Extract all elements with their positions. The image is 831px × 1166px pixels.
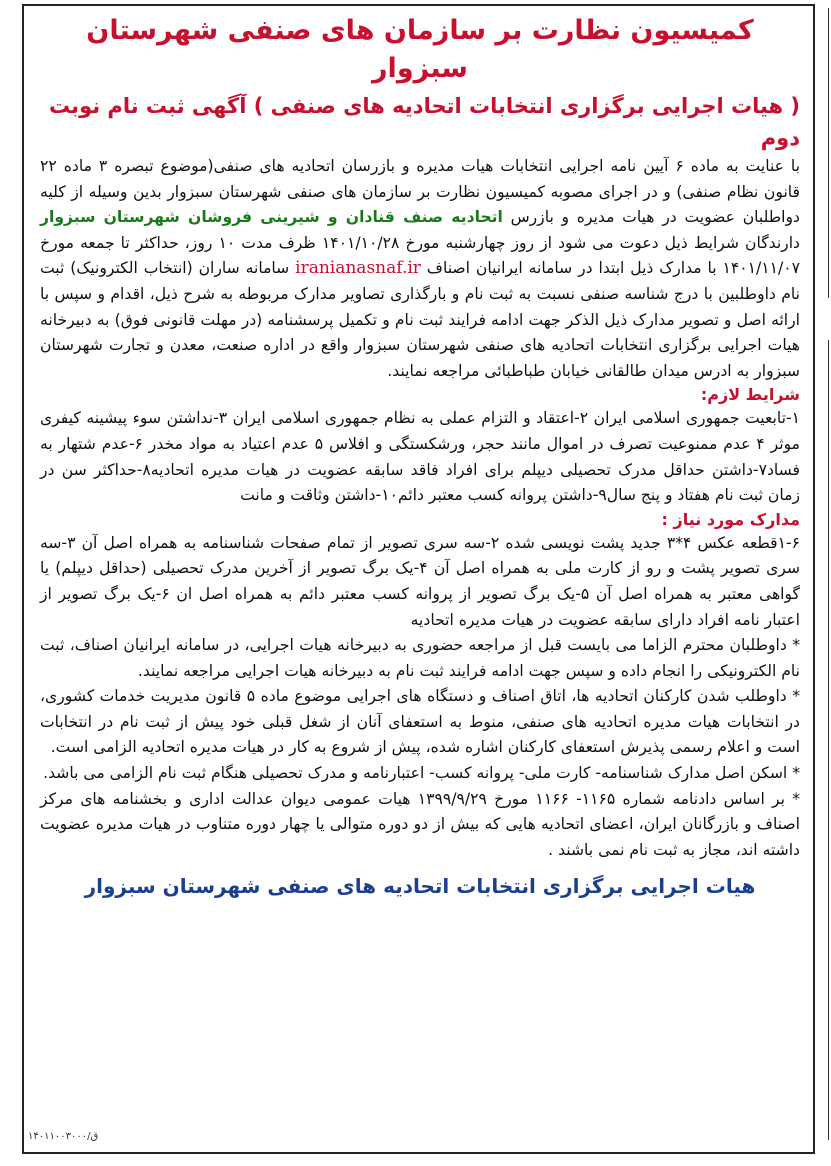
column-divider xyxy=(828,340,829,1140)
intro-text: دارندگان شرایط ذیل دعوت می شود از روز چهارشنبه مورخ ۱۴۰۱/۱۰/۲۸ ظرف مدت ۱۰ روز، حداکثر تا جمعه مورخ ۱۴۰۱/۱۱/۰۷ با مدارک ذیل ابتدا در سامانه ایرانیان اصناف xyxy=(40,233,800,278)
note-item: * بر اساس دادنامه شماره ۱۱۶۵- ۱۱۶۶ مورخ ۱۳۹۹/۹/۲۹ هیات عمومی دیوان عدالت اداری و بخشنامه های مرکز اصناف و بازرگانان ایران، اعضای اتحادیه هایی که بیش از دو دوره متوالی یا چهار دوره متناوب در هیات مدیره عضویت داشته اند، مجاز به ثبت نام نمی باشند . xyxy=(40,789,800,859)
intro-text: سامانه ساران (انتخاب الکترونیک) ثبت نام داوطلبین با درج شناسه صنفی نسبت به ثبت نام و بارگذاری تصاویر مدارک مربوطه به شرح ذیل، اقدام و سپس با ارائه اصل و تصویر مدارک ذیل الذکر جهت ادامه فرایند ثبت نام و تکمیل پرسشنامه (در مهلت قانونی فوق) به دبیرخانه هیات اجرایی برگزاری انتخابات اتحادیه های صنفی شهرستان سبزوار واقع در اداره صنعت، معدن و تجارت شهرستان سبزوار به ادرس میدان طالقانی خیابان طباطبائی مراجعه نمایند. xyxy=(40,259,800,380)
note-item: * اسکن اصل مدارک شناسنامه- کارت ملی- پروانه کسب- اعتبارنامه و مدرک تحصیلی هنگام ثبت نام الزامی می باشد. xyxy=(43,764,800,783)
notice-footer: هیات اجرایی برگزاری انتخابات اتحادیه های صنفی شهرستان سبزوار xyxy=(84,874,756,899)
conditions-heading: شرایط لازم: xyxy=(700,385,800,405)
notice-title: کمیسیون نظارت بر سازمان های صنفی شهرستان سبزوار xyxy=(86,15,754,84)
notice-subtitle: ( هیات اجرایی برگزاری انتخابات اتحادیه های صنفی ) آگهی ثبت نام نوبت دوم xyxy=(48,94,800,150)
guild-name: اتحادیه صنف قنادان و شیرینی فروشان شهرستان سبزوار xyxy=(40,208,503,227)
column-divider xyxy=(828,8,829,298)
documents-text: ۱-۶قطعه عکس ۴*۳ جدید پشت نویسی شده ۲-سه سری تصویر از تمام صفحات شناسنامه به همراه اصل آن ۳-سه سری تصویر پشت و رو از کارت ملی به همراه اصل آن ۴-یک برگ تصویر از آخرین مدرک تحصیلی (حداقل دیپلم) یا گواهی معتبر به همراه اصل آن ۵-یک برگ تصویر از پروانه کسب معتبر دائم به همراه اصل ان ۶-یک برگ تصویر از اعتبار نامه افراد دارای سابقه عضویت در هیات مدیره اتحادیه xyxy=(40,533,800,629)
intro-paragraph xyxy=(40,154,800,384)
note-item: * داوطلبان محترم الزاما می بایست قبل از مراجعه حضوری به دبیرخانه هیات اجرایی، در سامانه ایرانیان اصناف، ثبت نام الکترونیکی را انجام داده و سپس جهت ادامه فرایند ثبت نام به دبیرخانه هیات اجرایی مراجعه نمایند. xyxy=(40,636,800,680)
notice-content xyxy=(40,12,800,901)
conditions-text: ۱-تابعیت جمهوری اسلامی ایران ۲-اعتقاد و التزام عملی به نظام جمهوری اسلامی ایران ۳-نداشتن سوء پیشینه کیفری موثر ۴ عدم ممنوعیت تصرف در اموال مانند حجر، ورشکستگی و افلاس ۵ عدم اعتیاد به مواد مخدر ۶-عدم شتهار به فساد۷-داشتن حداقل مدرک تحصیلی دیپلم برای افراد فاقد سابقه عضویت در هیات مدیره اتحادیه۸-حداکثر سن در زمان ثبت نام هفتاد و پنج سال۹-داشتن پروانه کسب معتبر دائم۱۰-داشتن وثاقت و مانت xyxy=(40,409,801,505)
intro-text: با عنایت به ماده ۶ آیین نامه اجرایی انتخابات هیات مدیره و بازرسان اتحادیه های صنفی(موضوع تبصره ۳ ماده ۲۲ قانون نظام صنفی) و در اجرای مصوبه کمیسیون نظارت بر سازمان های صنفی شهرستان سبزوار بدین وسیله از کلیه دواطلبان عضویت در هیات مدیره و بازرس xyxy=(40,157,800,227)
website-link[interactable]: iranianasnaf.ir xyxy=(295,258,421,279)
notice-body xyxy=(40,154,800,863)
documents-heading: مدارک مورد نیاز : xyxy=(661,509,800,529)
note-item: * داوطلب شدن کارکنان اتحادیه ها، اتاق اصناف و دستگاه های اجرایی موضوع ماده ۵ قانون مدیریت خدمات کشوری، در انتخابات هیات مدیره اتحادیه های صنفی، منوط به استعفای آنان از شغل قبلی خود پیش از ثبت نام در انتخابات است و اعلام رسمی پذیرش استعفای کارکنان اشاره شده، پیش از شروع به کار در هیات مدیره اتحادیه الزامی است. xyxy=(40,687,800,757)
notice-code: ۱۴۰۱۱۰۰۳۰۰۰/ق xyxy=(28,1131,99,1142)
